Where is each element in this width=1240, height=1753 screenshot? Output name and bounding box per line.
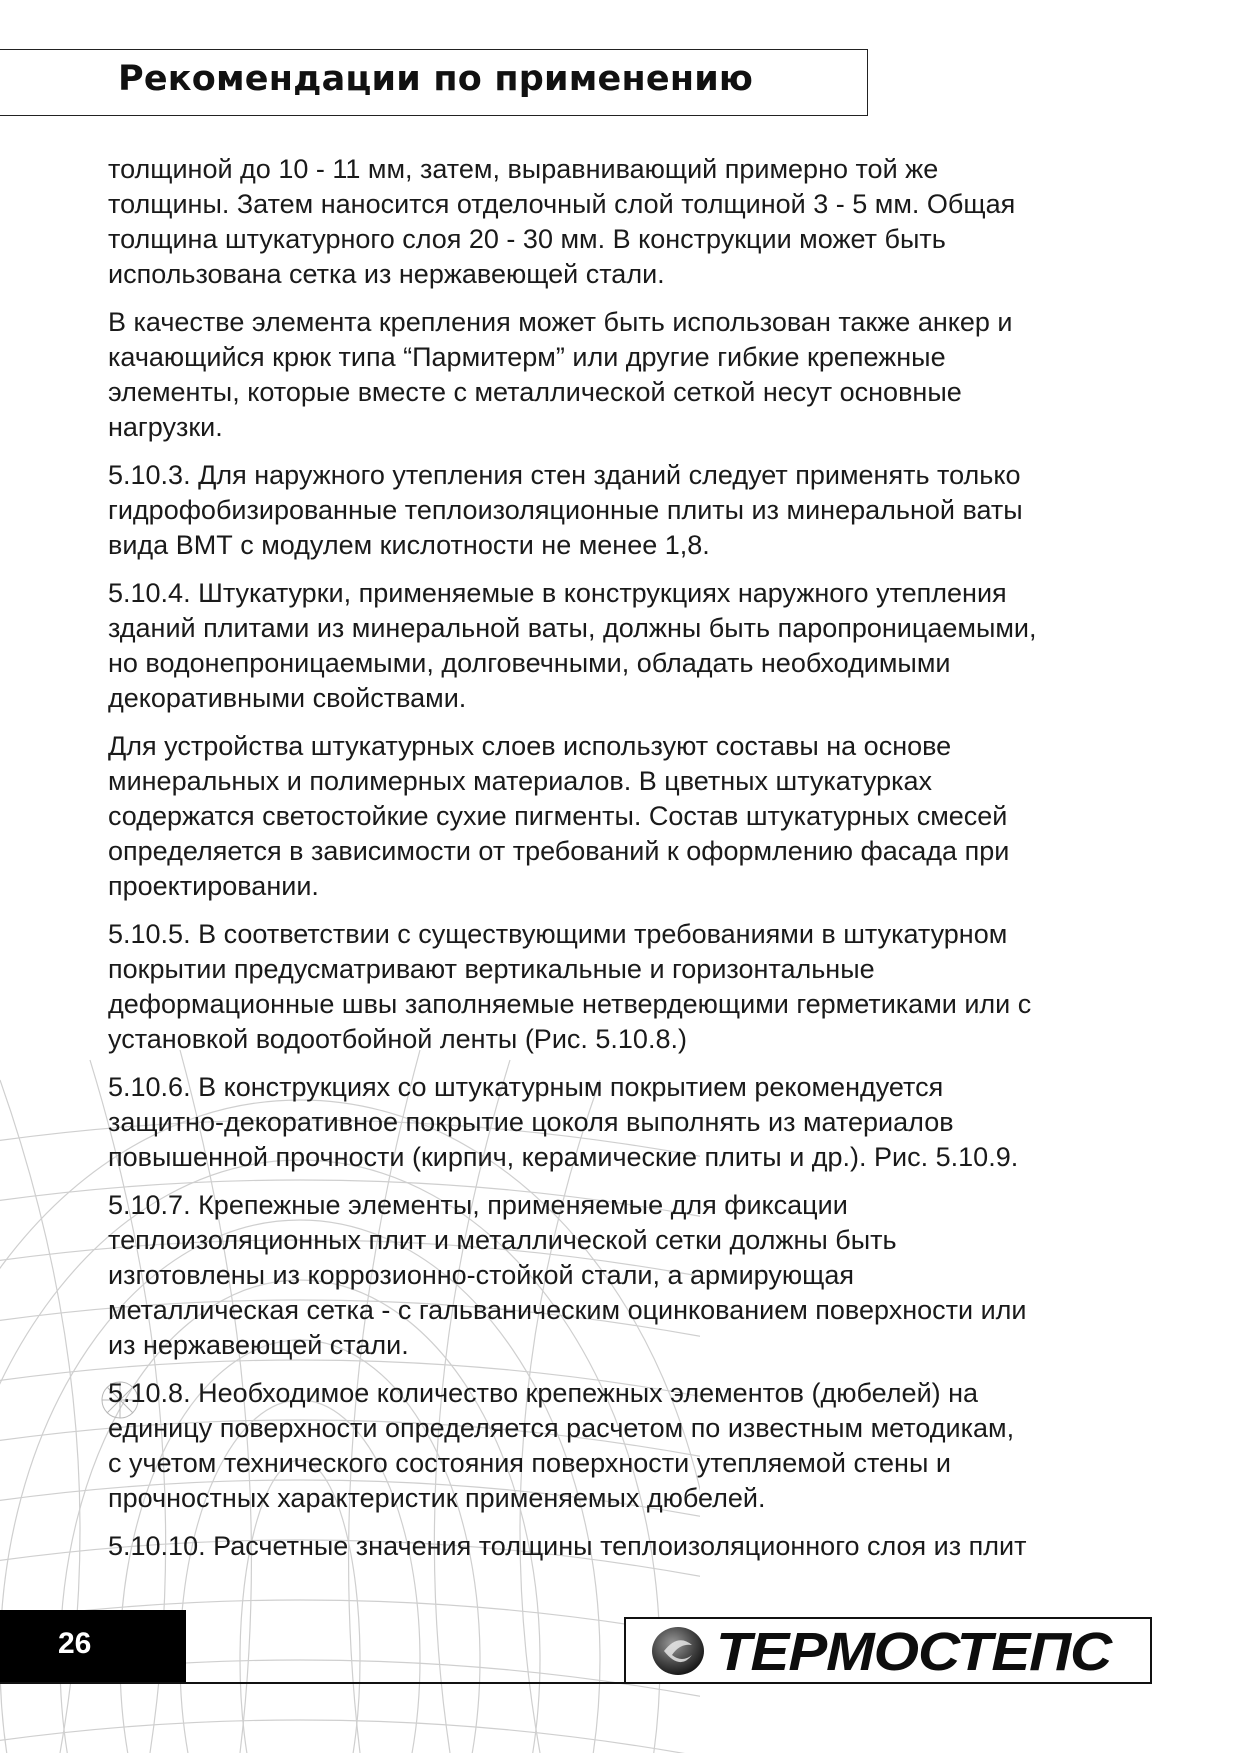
paragraph-4: 5.10.4. Штукатурки, применяемые в конструкциях наружного утепления зданий плитами из минеральной ваты, должны быть паропроницаемыми, но водонепроницаемыми, долговечными, обладать необходимыми декоративными свойствами. xyxy=(108,578,1037,713)
page-number: 26 xyxy=(58,1627,92,1660)
brand-logo xyxy=(624,1617,1152,1682)
page-number-box xyxy=(0,1610,186,1682)
main-content xyxy=(108,152,1158,1577)
page-title: Рекомендации по применению xyxy=(118,59,754,99)
paragraph-10: 5.10.10. Расчетные значения толщины теплоизоляционного слоя из плит xyxy=(108,1531,1027,1561)
paragraph-2: В качестве элемента крепления может быть использован также анкер и качающийся крюк типа “Пармитерм” или другие гибкие крепежные элементы, которые вместе с металлической сеткой несут основные нагрузки. xyxy=(108,307,1013,442)
header-title-box xyxy=(0,49,868,116)
paragraph-3: 5.10.3. Для наружного утепления стен зданий следует применять только гидрофобизированные теплоизоляционные плиты из минеральной ваты вида ВМТ с модулем кислотности не менее 1,8. xyxy=(108,460,1023,560)
logo-text: ТЕРМОСТЕПС xyxy=(716,1622,1112,1682)
paragraph-9: 5.10.8. Необходимое количество крепежных элементов (дюбелей) на единицу поверхности определяется расчетом по известным методикам, с учетом технического состояния поверхности утепляемой стены и прочностных характеристик применяемых дюбелей. xyxy=(108,1378,1015,1513)
paragraph-1: толщиной до 10 - 11 мм, затем, выравнивающий примерно той же толщины. Затем наносится отделочный слой толщиной 3 - 5 мм. Общая толщина штукатурного слоя 20 - 30 мм. В конструкции может быть использована сетка из нержавеющей стали. xyxy=(108,154,1016,289)
paragraph-6: 5.10.5. В соответствии с существующими требованиями в штукатурном покрытии предусматривают вертикальные и горизонтальные деформационные швы заполняемые нетвердеющими герметиками или с установкой водоотбойной ленты (Рис. 5.10.8.) xyxy=(108,919,1032,1054)
paragraph-8: 5.10.7. Крепежные элементы, применяемые для фиксации теплоизоляционных плит и металлической сетки должны быть изготовлены из коррозионно-стойкой стали, а армирующая металлическая сетка - с гальваническим оцинкованием поверхности или из нержавеющей стали. xyxy=(108,1190,1027,1360)
paragraph-5: Для устройства штукатурных слоев используют составы на основе минеральных и полимерных материалов. В цветных штукатурках содержатся светостойкие сухие пигменты. Состав штукатурных смесей определяется в зависимости от требований к оформлению фасада при проектировании. xyxy=(108,731,1010,901)
paragraph-7: 5.10.6. В конструкциях со штукатурным покрытием рекомендуется защитно-декоративное покрытие цоколя выполнять из материалов повышенной прочности (кирпич, керамические плиты и др.). Рис. 5.10.9. xyxy=(108,1072,1019,1172)
logo-mark-icon xyxy=(650,1625,706,1677)
